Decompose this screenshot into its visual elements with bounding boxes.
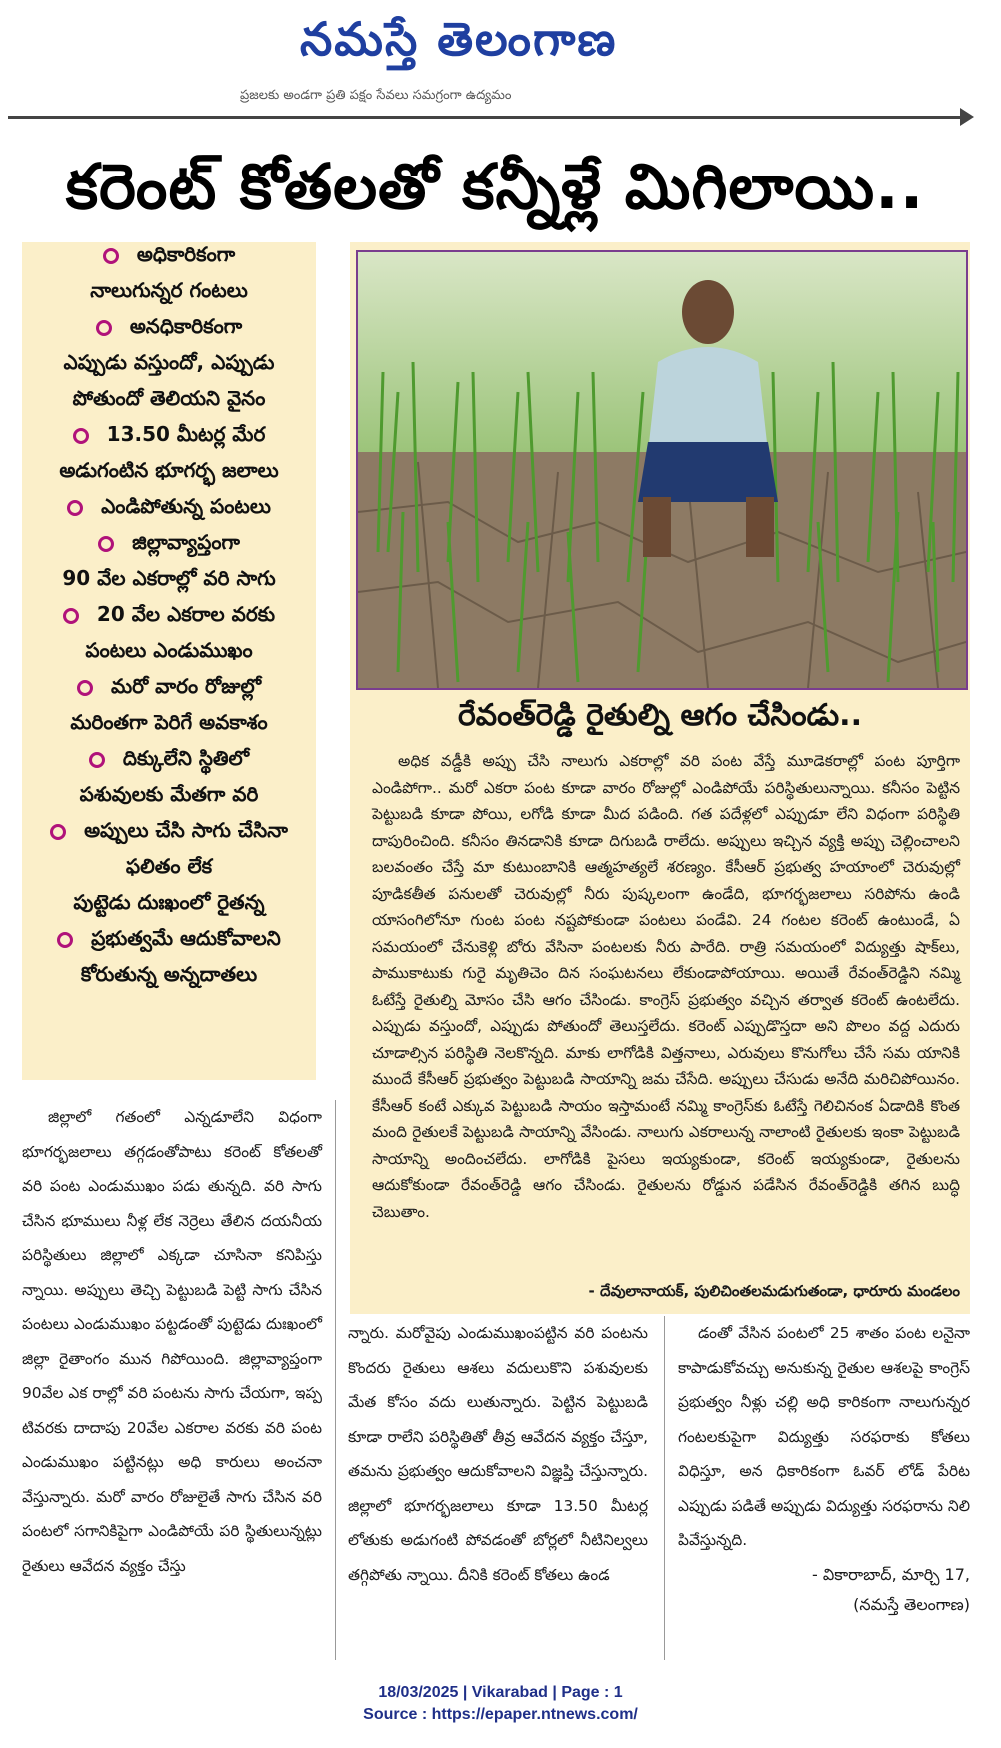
highlight-line: ఎప్పుడు వస్తుందో, ఎప్పుడు [63,350,275,374]
highlight-line: 13.50 మీటర్ల మేర [22,422,316,451]
highlight-line: పుట్టెడు దుఃఖంలో రైతన్న [73,890,265,914]
bullet-circle-icon [67,500,83,516]
bullet-circle-icon [50,824,66,840]
article-column-3: డంతో వేసిన పంటలో 25 శాతం పంట లనైనా కాపాడుకోవచ్చు అనుకున్న రైతుల ఆశలపై కాంగ్రెస్ ప్రభుత్వం నీళ్లు చల్లి అధి కారికంగా నాలుగున్నర గంటలకుపైగా విద్యుత్తు సరఫరాకు కోతలు విధిస్తూ, అన ధికారికంగా ఓవర్ లోడ్ పేరిట ఎప్పుడు పడితే అప్పుడు విద్యుత్తు సరఫరాను నిలి పివేస్తున్నది. [678,1324,970,1549]
masthead-tagline: ప్రజలకు అండగా ప్రతి పక్షం సేవలు సమగ్రంగా ఉద్యమం [240,88,512,103]
column-divider [664,1316,665,1660]
bullet-circle-icon [89,752,105,768]
quote-box-body: అధిక వడ్డీకి అప్పు చేసి నాలుగు ఎకరాల్లో వరి పంట వేస్తే మూడెకరాల్లో పంట పూర్తిగా ఎండిపోగా.. మరో ఎకరా పంట కూడా వారం రోజుల్లో ఎండిపోయే పరిస్థితులున్నాయి. కనీసం పెట్టిన పెట్టుబడి కూడా పోయి, లగోడి కూడా మీద పడింది. గత పదేళ్లలో ఎప్పుడూ లేని విధంగా పరిస్థితి దాపురించింది. కనీసం తినడానికి కూడా దిగుబడి రాలేదు. అప్పులు ఇచ్చిన వ్యక్తి అప్పు చెల్లించాలని బలవంతం చేస్తే మా కుటుంబానికి ఆత్మహత్యలే శరణ్యం. కేసీఆర్ ప్రభుత్వ హయాంలో చెరువుల్లో పూడికతీత పనులతో చెరువుల్లో నీరు పుష్కలంగా ఉండేది, భూగర్భజలాలు సరిపోను ఉండి యాసంగిలోనూ గుంట పంట నష్టపోకుండా పంటలు పండేవి. 24 గంటల కరెంట్ ఉంటుండే, ఏ సమయంలో చేనుకెళ్లి బోరు వేసినా పంటలకు నీరు పారేది. రాత్రి సమయంలో విద్యుత్తు షాక్‌లు, పాముకాటుకు గురై మృతిచెం దిన సంఘటనలు లేకుండాపోయాయి. అయితే రేవంత్‌రెడ్డిని నమ్మి ఓటేస్తే రైతుల్ని మోసం చేసి ఆగం చేసిండు. కాంగ్రెస్ ప్రభుత్వం వచ్చిన తర్వాత కరెంట్ ఉంటలేదు. ఎప్పుడు వస్తుందో, ఎప్పుడు పోతుందో తెలుస్తలేదు. కరెంట్ ఎప్పుడొస్తదా అని పొలం వద్ద ఎదురు చూడాల్సిన పరిస్థితి నెలకొన్నది. మాకు లాగోడికి విత్తనాలు, ఎరువులు కొనుగోలు చేసే సమ యానికి ముందే కేసీఆర్ ప్రభుత్వం పెట్టుబడి సాయాన్ని జమ చేసేది. అప్పులు చేసుడు అనేది మరిచిపోయినం. కేసీఆర్ కంటే ఎక్కువ పెట్టుబడి సాయం ఇస్తామంటే నమ్మి కాంగ్రెస్‌కు ఓటేస్తే గెలిచినంక ఏడాదికి కొంత మంది రైతులకే పెట్టుబడి సాయాన్ని వేసిండు. నాలుగు ఎకరాలున్న నాలాంటి రైతులకు ఇంకా పెట్టుబడి సాయాన్ని అందించలేదు. లాగోడికి పైసలు ఇయ్యకుండా, కరెంట్ ఇయ్యకుండా, రైతులను ఆదుకోకుండా రేవంత్‌రెడ్డి ఆగం చేసిండు. రైతులను రోడ్డున పడేసిన రేవంత్‌రెడ్డికి తగిన బుద్ధి చెబుతాం. [372,752,960,1221]
highlight-line: అప్పులు చేసి సాగు చేసినా [22,818,316,847]
highlights-panel [22,242,316,1080]
page-footer-source-link[interactable]: Source : https://epaper.ntnews.com/ [363,1706,638,1723]
highlight-line: 20 వేల ఎకరాల వరకు [22,602,316,631]
highlight-line: మరింతగా పెరిగే అవకాశం [70,710,268,734]
masthead-rule [8,116,968,119]
highlight-line: ప్రభుత్వమే ఆదుకోవాలని [22,926,316,955]
highlight-line: పోతుందో తెలియని వైనం [72,386,266,410]
bullet-circle-icon [57,932,73,948]
article-headline: కరెంట్ కోతలతో కన్నీళ్లే మిగిలాయి.. [65,150,925,223]
highlight-line: జిల్లావ్యాప్తంగా [22,530,316,559]
bullet-circle-icon [96,320,112,336]
highlight-line: పశువులకు మేతగా వరి [79,782,259,806]
highlight-line: అనధికారికంగా [22,314,316,343]
bullet-circle-icon [103,248,119,264]
highlight-line: కోరుతున్న అన్నదాతలు [80,962,258,986]
page-footer-date: 18/03/2025 | Vikarabad | Page : 1 [378,1684,623,1701]
masthead [0,0,1001,120]
article-column-2: న్నారు. మరోవైపు ఎండుముఖంపట్టిన వరి పంటను కొందరు రైతులు ఆశలు వదులుకొని పశువులకు మేత కోసం వదు లుతున్నారు. పెట్టిన పెట్టుబడి కూడా రాలేని పరిస్థితితో తీవ్ర ఆవేదన వ్యక్తం చేస్తూ, తమను ప్రభుత్వం ఆదుకోవాలని విజ్ఞప్తి చేస్తున్నారు. జిల్లాలో భూగర్భజలాలు కూడా 13.50 మీటర్ల లోతుకు అడుగంటి పోవడంతో బోర్లలో నీటినిల్వలు తగ్గిపోతు న్నాయి. దీనికి కరెంట్ కోతలు ఉండ [348,1324,648,1584]
article-column-1: జిల్లాలో గతంలో ఎన్నడూలేని విధంగా భూగర్భజలాలు తగ్గడంతోపాటు కరెంట్ కోతలతో వరి పంట ఎండుముఖం పడు తున్నది. వరి సాగు చేసిన భూములు నీళ్ల లేక నెర్రెలు తేలిన దయనీయ పరిస్థితులు జిల్లాలో ఎక్కడా చూసినా కనిపిస్తు న్నాయి. అప్పులు తెచ్చి పెట్టుబడి పెట్టి సాగు చేసిన పంటలు ఎండుముఖం పట్టడంతో పుట్టెడు దుఃఖంలో జిల్లా రైతాంగం మున గిపోయింది. జిల్లావ్యాప్తంగా 90వేల ఎక రాల్లో వరి పంటను సాగు చేయగా, ఇప్ప టివరకు దాదాపు 20వేల ఎకరాల వరకు వరి పంట ఎండుముఖం పట్టినట్లు అధి కారులు అంచనా వేస్తున్నారు. మరో వారం రోజులైతే సాగు చేసిన వరి పంటలో సగానికిపైగా ఎండిపోయే పరి స్థితులున్నట్లు రైతులు ఆవేదన వ్యక్తం చేస్తు [22,1108,322,1575]
quote-box-credit: - దేవులానాయక్, పులిచింతలమడుగుతండా, ధారూరు మండలం [588,1282,960,1300]
highlight-line: అధికారికంగా [22,242,316,271]
bullet-circle-icon [63,608,79,624]
highlight-line: ఫలితం లేక [125,854,213,878]
column-divider [335,1100,336,1660]
highlight-line: పంటలు ఎండుముఖం [85,638,253,662]
dateline-place-date: - వికారాబాద్, మార్చి 17, [812,1565,970,1584]
dateline-source: (నమస్తే తెలంగాణ) [853,1595,970,1614]
newspaper-logo: నమస్తే తెలంగాణ [300,12,618,66]
highlight-line: మరో వారం రోజుల్లో [22,674,316,703]
highlight-line: నాలుగున్నర గంటలు [90,278,248,302]
bullet-circle-icon [98,536,114,552]
bullet-circle-icon [77,680,93,696]
highlight-line: దిక్కులేని స్థితిలో [22,746,316,775]
highlight-line: అడుగంటిన భూగర్భ జలాలు [59,458,279,482]
bullet-circle-icon [73,428,89,444]
article-dateline [678,1560,970,1620]
farmer-in-dry-field-photo [356,250,968,690]
highlight-line: 90 వేల ఎకరాల్లో వరి సాగు [62,566,276,590]
quote-box-title: రేవంత్‌రెడ్డి రైతుల్ని ఆగం చేసిండు.. [458,698,862,733]
rule-arrow-icon [960,108,974,126]
highlight-line: ఎండిపోతున్న పంటలు [22,494,316,523]
